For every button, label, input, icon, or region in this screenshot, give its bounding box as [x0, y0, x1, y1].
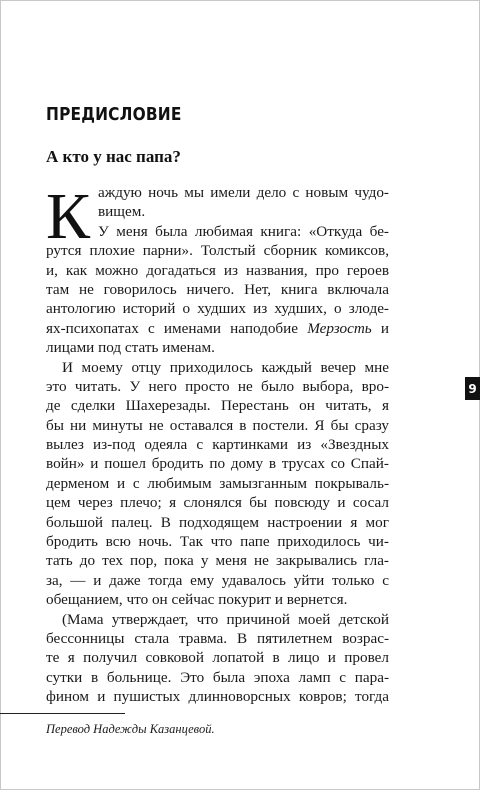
text-line: бродить всю ночь. Так что папе приходилось чи-: [46, 533, 389, 551]
text-line: это читать. У него просто не было выбора, вро-: [46, 377, 389, 395]
text-line: дерменом и с любимым замызганным покрываль-: [46, 474, 389, 492]
text-line: рутся плохие парни». Толстый сборник комиксов,: [46, 242, 389, 260]
text-line: И моему отцу приходилось каждый вечер мне: [62, 358, 389, 376]
body-text: [46, 180, 389, 707]
chapter-title: ПРЕДИСЛОВИЕ: [46, 105, 182, 125]
italic-name: Мерзость: [307, 319, 372, 337]
drop-cap: К: [46, 180, 91, 253]
text-line: бессонницы стала травма. В пятилетнем возрас-: [46, 629, 389, 647]
text-line: там не говорилось ничего. Нет, книга включала: [46, 280, 389, 298]
text-line: обещанием, что он сейчас покурит и вернется.: [46, 591, 348, 609]
text-line: цем через плечо; я слонялся бы повсюду и сосал: [46, 494, 389, 512]
text-line: вищем.: [98, 203, 146, 221]
footnote-divider: [0, 713, 125, 714]
page-number-tab: 9: [465, 377, 480, 400]
text-line: те я получил совковой лопатой в лицо и провел: [46, 649, 389, 667]
text-line: У меня была любимая книга: «Откуда бе-: [98, 222, 389, 240]
text-line: бы ни минуты не оставался в постели. Я бы сразу: [46, 416, 389, 434]
text-line: войн» и пошел бродить по дому в трусах со Спай-: [46, 455, 389, 473]
text-line: аждую ночь мы имели дело с новым чудо-: [98, 184, 389, 201]
text-line: [46, 319, 389, 338]
text-line: (Мама утверждает, что причиной моей детской: [62, 610, 389, 628]
footnote: Перевод Надежды Казанцевой.: [46, 722, 215, 736]
text-line: за, — и даже тогда ему удавалось уйти только с: [46, 571, 389, 589]
text-segment: и: [371, 319, 389, 337]
text-line: тать до тех пор, пока у меня не закрывались гла-: [46, 552, 389, 570]
text-line: вылез из-под одеяла с картинками из «Звездных: [46, 436, 389, 454]
text-line: большой палец. В подходящем настроении я мог: [46, 513, 389, 531]
text-line: лицами под стать именам.: [46, 339, 215, 357]
text-line: фином и пушистых длинноворсных ковров; тогда: [46, 688, 389, 706]
section-heading: А кто у нас папа?: [46, 147, 181, 166]
text-segment: ях-психопатах с именами наподобие: [46, 319, 308, 337]
text-line: антологию историй о худших из худших, о злоде-: [46, 300, 389, 318]
text-line: де сделки Шахерезады. Перестань он читать, я: [46, 397, 389, 415]
text-line: сутки в больнице. Это была эпоха ламп с пара-: [46, 668, 389, 686]
text-line: и, как можно догадаться из названия, про героев: [46, 261, 389, 279]
